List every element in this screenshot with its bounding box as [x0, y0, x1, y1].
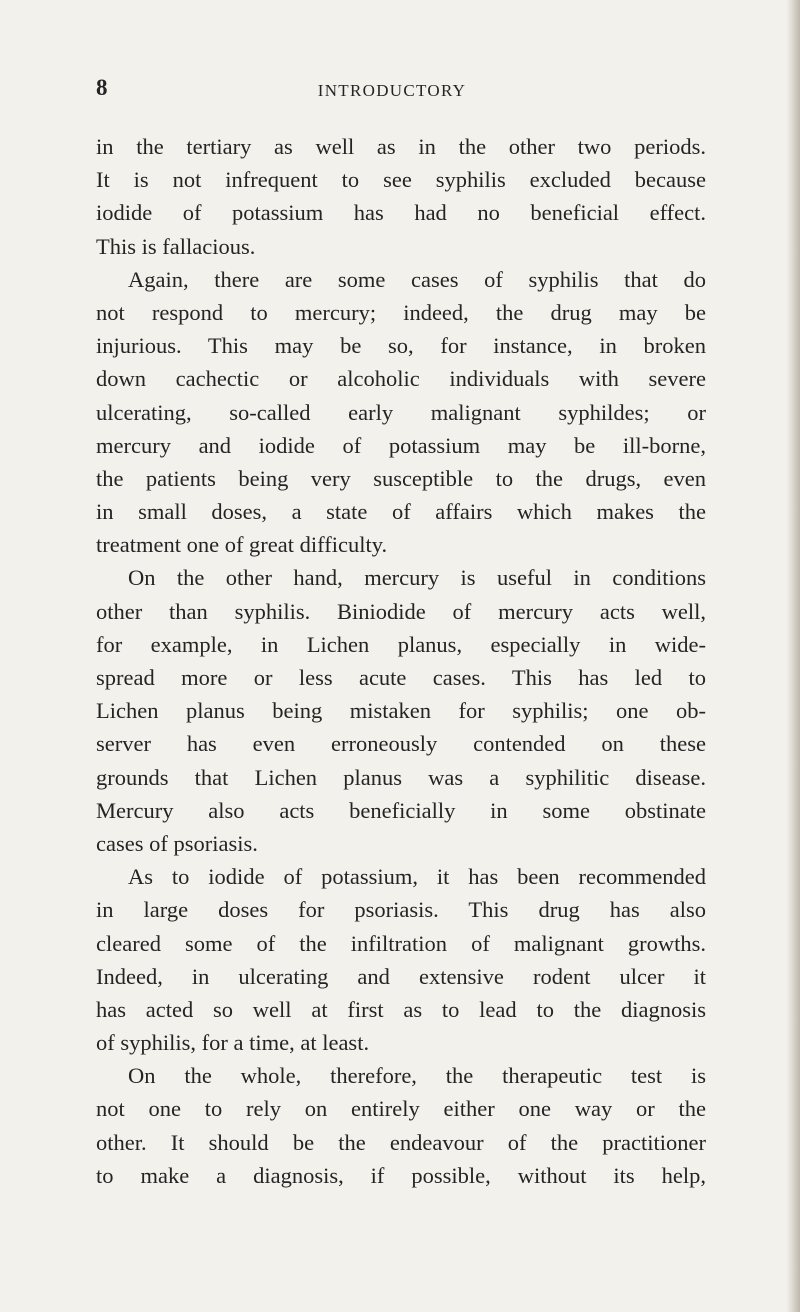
- body-text: [96, 130, 706, 1192]
- text-line: Again, there are some cases of syphilis that do: [128, 266, 706, 292]
- text-line: It is not infrequent to see syphilis excluded because: [96, 167, 706, 193]
- text-line: mercury and iodide of potassium may be ill-borne,: [96, 432, 706, 458]
- page-edge-shadow: [786, 0, 800, 1312]
- page-header: [96, 74, 688, 106]
- text-line: Indeed, in ulcerating and extensive rodent ulcer it: [96, 963, 706, 989]
- text-line: other. It should be the endeavour of the practitioner: [96, 1129, 706, 1155]
- text-line: On the whole, therefore, the therapeutic test is: [128, 1063, 706, 1089]
- text-line: As to iodide of potassium, it has been recommended: [128, 864, 706, 890]
- text-line: This is fallacious.: [96, 233, 256, 259]
- text-line: down cachectic or alcoholic individuals with severe: [96, 366, 706, 392]
- text-line: not respond to mercury; indeed, the drug may be: [96, 299, 706, 325]
- text-line: grounds that Lichen planus was a syphilitic disease.: [96, 764, 706, 790]
- text-line: injurious. This may be so, for instance, in broken: [96, 333, 706, 359]
- text-line: On the other hand, mercury is useful in conditions: [128, 565, 706, 591]
- text-line: in small doses, a state of affairs which makes the: [96, 499, 706, 525]
- text-line: for example, in Lichen planus, especially in wide-: [96, 631, 706, 657]
- text-line: in the tertiary as well as in the other two periods.: [96, 134, 706, 159]
- text-line: server has even erroneously contended on these: [96, 731, 706, 757]
- text-line: in large doses for psoriasis. This drug has also: [96, 897, 706, 923]
- text-line: iodide of potassium has had no beneficial effect.: [96, 200, 706, 226]
- text-line: cases of psoriasis.: [96, 830, 258, 856]
- running-head: INTRODUCTORY: [317, 81, 467, 100]
- text-line: spread more or less acute cases. This has led to: [96, 665, 706, 690]
- text-line: not one to rely on entirely either one way or the: [96, 1096, 706, 1122]
- text-line: Mercury also acts beneficially in some obstinate: [96, 797, 706, 823]
- text-line: to make a diagnosis, if possible, without its help,: [96, 1162, 706, 1188]
- text-line: treatment one of great difficulty.: [96, 532, 388, 558]
- text-line: has acted so well at first as to lead to the diagnosis: [96, 996, 706, 1022]
- page-number: 8: [96, 75, 108, 100]
- text-line: ulcerating, so-called early malignant syphildes; or: [96, 399, 706, 425]
- text-line: Lichen planus being mistaken for syphilis; one ob-: [96, 698, 706, 724]
- text-line: of syphilis, for a time, at least.: [96, 1030, 370, 1056]
- text-line: cleared some of the infiltration of malignant growths.: [96, 930, 706, 956]
- text-line: other than syphilis. Biniodide of mercury acts well,: [96, 598, 706, 624]
- text-line: the patients being very susceptible to the drugs, even: [96, 465, 706, 491]
